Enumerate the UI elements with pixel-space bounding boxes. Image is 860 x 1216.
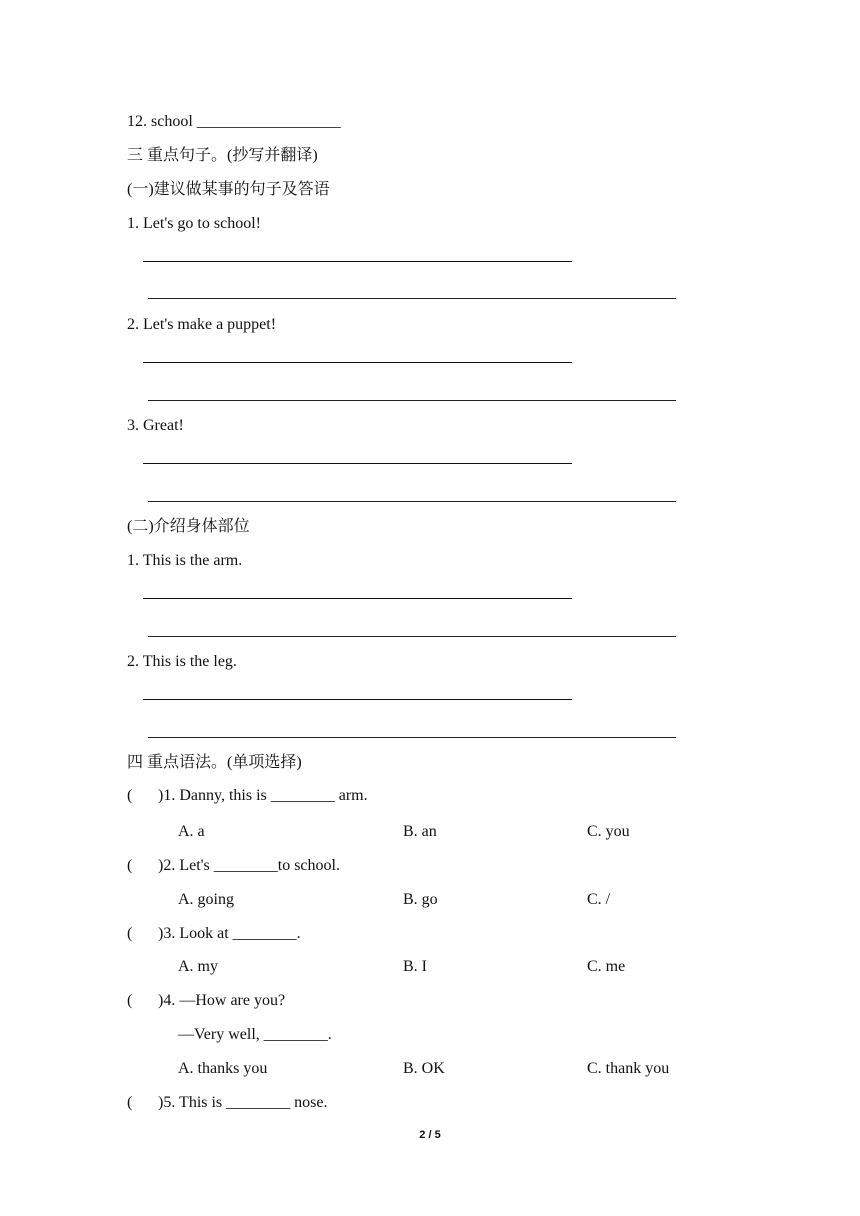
translation-line[interactable] [148, 400, 676, 401]
translation-line[interactable] [148, 636, 676, 637]
option-b[interactable]: B. OK [403, 1060, 445, 1077]
option-a[interactable]: A. a [178, 823, 205, 840]
sentence-item: 2. Let's make a puppet! [127, 316, 277, 333]
question-stem: )2. Let's ________to school. [158, 857, 340, 874]
option-b[interactable]: B. go [403, 891, 438, 908]
copy-line[interactable] [143, 598, 572, 599]
option-c[interactable]: C. thank you [587, 1060, 670, 1077]
translation-line[interactable] [148, 737, 676, 738]
option-c[interactable]: C. me [587, 958, 626, 975]
question-stem: )5. This is ________ nose. [158, 1094, 328, 1111]
option-b[interactable]: B. an [403, 823, 437, 840]
copy-line[interactable] [143, 699, 572, 700]
translation-line[interactable] [148, 501, 676, 502]
section-3-part-2-heading: (二)介绍身体部位 [127, 518, 250, 535]
option-c[interactable]: C. / [587, 891, 611, 908]
sentence-item: 1. This is the arm. [127, 552, 243, 569]
sentence-item: 3. Great! [127, 417, 184, 434]
question-stem: )4. —How are you? [158, 992, 286, 1009]
option-a[interactable]: A. going [178, 891, 234, 908]
answer-bracket[interactable]: ( [127, 992, 133, 1009]
answer-bracket[interactable]: ( [127, 1094, 133, 1111]
page-number: 2 / 5 [419, 1129, 441, 1141]
answer-bracket[interactable]: ( [127, 925, 133, 942]
answer-bracket[interactable]: ( [127, 857, 133, 874]
sentence-item: 2. This is the leg. [127, 653, 237, 670]
item-12: 12. school __________________ [127, 113, 341, 130]
sentence-item: 1. Let's go to school! [127, 215, 261, 232]
copy-line[interactable] [143, 463, 572, 464]
option-b[interactable]: B. I [403, 958, 427, 975]
option-a[interactable]: A. thanks you [178, 1060, 268, 1077]
question-stem-reply: —Very well, ________. [178, 1026, 332, 1043]
option-c[interactable]: C. you [587, 823, 630, 840]
section-3-part-1-heading: (一)建议做某事的句子及答语 [127, 181, 330, 198]
copy-line[interactable] [143, 261, 572, 262]
translation-line[interactable] [148, 298, 676, 299]
option-a[interactable]: A. my [178, 958, 218, 975]
question-stem: )1. Danny, this is ________ arm. [158, 787, 368, 804]
section-4-heading: 四 重点语法。(单项选择) [127, 754, 302, 771]
copy-line[interactable] [143, 362, 572, 363]
section-3-heading: 三 重点句子。(抄写并翻译) [127, 147, 318, 164]
question-stem: )3. Look at ________. [158, 925, 301, 942]
answer-bracket[interactable]: ( [127, 787, 133, 804]
